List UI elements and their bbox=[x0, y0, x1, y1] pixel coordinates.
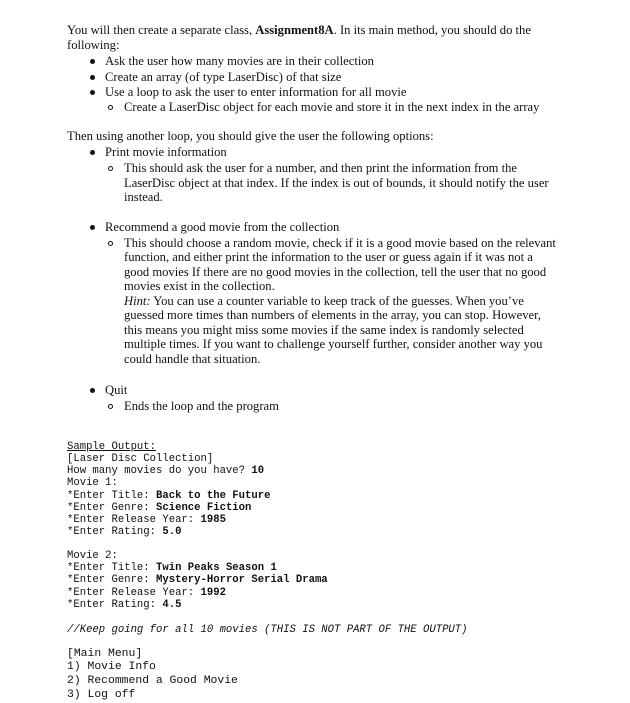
movie-label: Movie 1: bbox=[67, 477, 118, 489]
input-value: 10 bbox=[251, 465, 265, 477]
list-item: Create an array (of type LaserDisc) of that size bbox=[105, 70, 342, 84]
bullet-icon bbox=[90, 150, 95, 155]
menu-header: [Main Menu] bbox=[67, 648, 143, 660]
hint-line: multiple times. If you want to challenge yourself further, consider another way you bbox=[124, 337, 543, 351]
option-print-line: This should ask the user for a number, and then print the information from the bbox=[124, 161, 517, 175]
option-recommend-title: Recommend a good movie from the collection bbox=[105, 220, 340, 234]
prompt-text: How many movies do you have? bbox=[67, 465, 252, 477]
hint-line: guessed more times than numbers of elements in the array, you can stop. However, bbox=[124, 308, 541, 322]
option-quit-title: Quit bbox=[105, 383, 128, 397]
intro-text: You will then create a separate class, bbox=[67, 23, 256, 37]
sub-bullet-icon bbox=[108, 404, 113, 409]
collection-header: [Laser Disc Collection] bbox=[67, 453, 214, 465]
option-print-line: instead. bbox=[124, 190, 163, 204]
list-item: Ask the user how many movies are in their collection bbox=[105, 54, 374, 68]
prompt-text: *Enter Release Year: bbox=[67, 587, 201, 599]
intro-line-2: following: bbox=[67, 38, 120, 52]
hint-line: could handle that situation. bbox=[124, 352, 261, 366]
hint-text: You can use a counter variable to keep track of the guesses. When you’ve bbox=[150, 294, 524, 308]
hint-line: this means you might miss some movies if the same index is randomly selected bbox=[124, 323, 524, 337]
loop-intro: Then using another loop, you should give the user the following options: bbox=[67, 129, 434, 143]
movie-title-line bbox=[67, 562, 277, 574]
sample-heading: Sample Output: bbox=[67, 441, 157, 453]
sub-bullet-icon bbox=[108, 105, 113, 110]
input-value: 1992 bbox=[200, 587, 226, 599]
movie-rating-line bbox=[67, 599, 181, 611]
prompt-text: *Enter Title: bbox=[67, 562, 157, 574]
bullet-icon bbox=[90, 388, 95, 393]
menu-item: 3) Log off bbox=[67, 689, 136, 701]
intro-text-end: . In its main method, you should do the bbox=[333, 23, 531, 37]
input-value: Mystery-Horror Serial Drama bbox=[156, 574, 328, 586]
input-value: Back to the Future bbox=[156, 490, 271, 502]
bullet-icon bbox=[90, 59, 95, 64]
sub-bullet-icon bbox=[108, 241, 113, 246]
option-recommend-line: function, and either print the information to the user or guess again if it was not a bbox=[124, 250, 533, 264]
option-print-title: Print movie information bbox=[105, 145, 227, 159]
intro-line-1 bbox=[67, 23, 531, 38]
class-name: Assignment8A bbox=[255, 23, 334, 37]
prompt-text: *Enter Release Year: bbox=[67, 514, 201, 526]
prompt-text: *Enter Genre: bbox=[67, 574, 157, 586]
sub-bullet-icon bbox=[108, 166, 113, 171]
option-print-line: LaserDisc object at that index. If the index is out of bounds, it should notify the user bbox=[124, 176, 549, 190]
option-quit-detail: Ends the loop and the program bbox=[124, 399, 279, 413]
prompt-text: *Enter Rating: bbox=[67, 526, 163, 538]
movie-rating-line bbox=[67, 526, 181, 538]
sample-note: //Keep going for all 10 movies (THIS IS NOT PART OF THE OUTPUT) bbox=[67, 624, 468, 636]
how-many-line bbox=[67, 465, 264, 477]
option-recommend-line: This should choose a random movie, check if it is a good movie based on the relevant bbox=[124, 236, 556, 250]
movie-year-line bbox=[67, 587, 226, 599]
bullet-icon bbox=[90, 225, 95, 230]
list-item: Use a loop to ask the user to enter information for all movie bbox=[105, 85, 407, 99]
movie-genre-line bbox=[67, 574, 328, 586]
bullet-icon bbox=[90, 75, 95, 80]
hint-line-1 bbox=[124, 294, 524, 309]
movie-year-line bbox=[67, 514, 226, 526]
menu-item: 1) Movie Info bbox=[67, 661, 156, 673]
input-value: 5.0 bbox=[162, 526, 182, 538]
sub-list-item: Create a LaserDisc object for each movie and store it in the next index in the array bbox=[124, 100, 540, 114]
prompt-text: *Enter Genre: bbox=[67, 502, 157, 514]
bullet-icon bbox=[90, 90, 95, 95]
prompt-text: *Enter Rating: bbox=[67, 599, 163, 611]
option-recommend-line: movies exist in the collection. bbox=[124, 279, 275, 293]
option-recommend-line: good movies If there are no good movies in the collection, tell the user that no good bbox=[124, 265, 547, 279]
hint-label: Hint: bbox=[124, 294, 151, 308]
movie-genre-line bbox=[67, 502, 251, 514]
menu-item: 2) Recommend a Good Movie bbox=[67, 675, 238, 687]
input-value: Science Fiction bbox=[156, 502, 252, 514]
movie-label: Movie 2: bbox=[67, 550, 118, 562]
input-value: Twin Peaks Season 1 bbox=[156, 562, 277, 574]
prompt-text: *Enter Title: bbox=[67, 490, 157, 502]
input-value: 4.5 bbox=[162, 599, 182, 611]
movie-title-line bbox=[67, 490, 270, 502]
input-value: 1985 bbox=[200, 514, 226, 526]
